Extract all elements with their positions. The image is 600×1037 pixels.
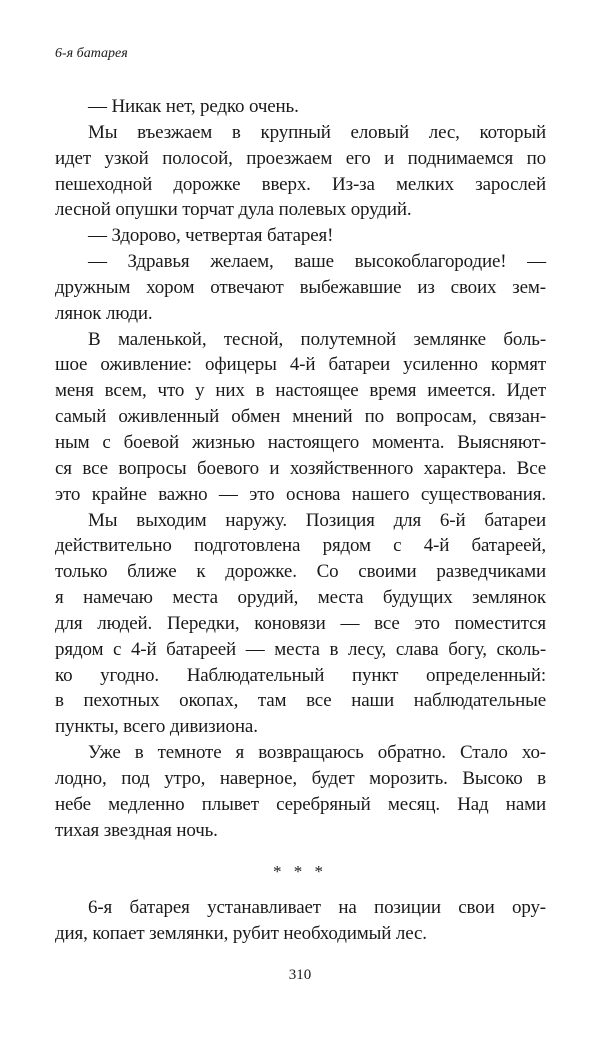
text-line: — Здравья желаем, ваше высокоблагородие! — [88, 251, 546, 273]
text-line: я намечаю места орудий, места будущих землянок [55, 587, 546, 609]
text-line: для людей. Передки, коновязи — все это поместится [55, 612, 546, 634]
paragraph [55, 223, 546, 249]
text-line: — Никак нет, редко очень. [88, 96, 299, 117]
text-line: в пехотных окопах, там все наши наблюдательные [55, 690, 546, 712]
text-line: В маленькой, тесной, полутемной землянке боль- [88, 328, 546, 350]
running-header: 6-я батарея [55, 46, 128, 61]
text-line: Уже в темноте я возвращаюсь обратно. Стало хо- [88, 742, 546, 764]
text-line: Мы выходим наружу. Позиция для 6-й батареи [88, 509, 546, 531]
page-body [55, 94, 546, 843]
paragraph [55, 94, 546, 120]
section-separator: * * * [273, 862, 327, 881]
text-line: дия, копает землянки, рубит необходимый лес. [55, 922, 427, 944]
text-line: Мы въезжаем в крупный еловый лес, который [88, 121, 546, 143]
paragraph [55, 120, 546, 223]
paragraph [55, 508, 546, 741]
paragraph [55, 895, 546, 947]
text-line: дружным хором отвечают выбежавшие из своих зем- [55, 276, 546, 298]
text-line: идет узкой полосой, проезжаем его и поднимаемся по [55, 147, 546, 169]
text-line: 6-я батарея устанавливает на позиции свои ору- [88, 897, 546, 918]
text-line: самый оживленный обмен мнений по вопросам, связан- [55, 406, 546, 428]
text-line: лесной опушки торчат дула полевых орудий. [55, 199, 412, 221]
text-line: ся все вопросы боевого и хозяйственного характера. Все [55, 457, 546, 479]
paragraph [55, 249, 546, 327]
paragraph [55, 740, 546, 843]
text-line: — Здорово, четвертая батарея! [88, 225, 334, 247]
page-number: 310 [288, 967, 312, 983]
text-line: только ближе к дорожке. Со своими разведчиками [55, 561, 546, 583]
text-line: ко угодно. Наблюдательный пункт определенный: [55, 664, 546, 686]
text-line: пункты, всего дивизиона. [55, 716, 258, 738]
text-line: шое оживление: офицеры 4-й батареи усиленно кормят [55, 354, 546, 376]
text-line: небе медленно плывет серебряный месяц. Над нами [55, 793, 546, 815]
text-line: лодно, под утро, наверное, будет морозить. Высоко в [55, 767, 546, 789]
text-line: ным с боевой жизнью настоящего момента. Выясняют- [55, 431, 546, 453]
text-line: рядом с 4-й батареей — места в лесу, слава богу, сколь- [55, 638, 546, 660]
text-line: тихая звездная ночь. [55, 819, 218, 841]
text-line: лянок люди. [55, 302, 153, 324]
text-line: меня всем, что у них в настоящее время имеется. Идет [55, 380, 546, 402]
text-line: это крайне важно — это основа нашего существования. [55, 483, 546, 505]
text-line: пешеходной дорожке вверх. Из-за мелких зарослей [55, 173, 546, 195]
text-line: действительно подготовлена рядом с 4-й батареей, [55, 535, 546, 557]
paragraph [55, 327, 546, 508]
